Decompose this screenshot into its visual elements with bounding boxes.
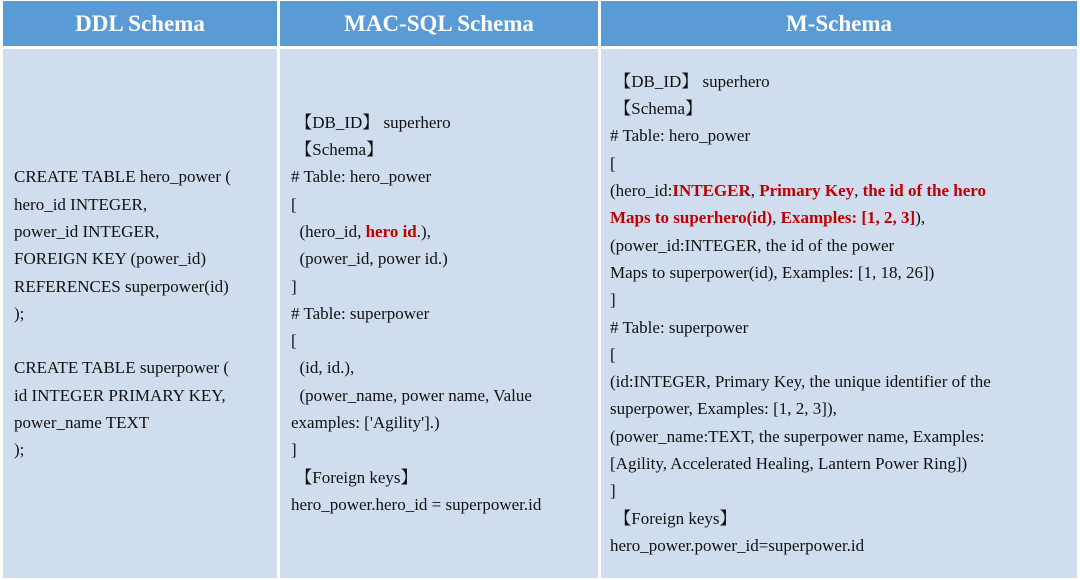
code-line xyxy=(610,368,1077,395)
code-line xyxy=(14,382,277,409)
code-line xyxy=(14,191,277,218)
code-line xyxy=(291,327,598,354)
code-line xyxy=(610,395,1077,422)
code-line xyxy=(610,150,1077,177)
code-text: [ xyxy=(610,153,616,173)
code-line xyxy=(610,232,1077,259)
code-text: (power_name:TEXT, the superpower name, Examples: xyxy=(610,426,985,446)
code-line xyxy=(610,95,1077,122)
code-line xyxy=(610,204,1077,231)
code-text: (power_id, power id.) xyxy=(291,249,448,269)
code-text: [Agility, Accelerated Healing, Lantern Power Ring]) xyxy=(610,453,968,473)
code-line xyxy=(291,245,598,272)
code-line xyxy=(291,273,598,300)
code-text: ] xyxy=(610,290,616,310)
highlighted-text: the id of the hero xyxy=(862,181,987,201)
code-line xyxy=(291,354,598,381)
code-line xyxy=(291,191,598,218)
schema-comparison-table xyxy=(3,1,1077,578)
code-line xyxy=(14,163,277,190)
code-line xyxy=(610,259,1077,286)
code-text: (power_name, power name, Value xyxy=(291,385,532,405)
code-text: , xyxy=(854,181,863,201)
code-text: (id, id.), xyxy=(291,358,355,378)
header-m-schema: M-Schema xyxy=(601,1,1077,46)
code-line xyxy=(291,382,598,409)
code-text: ] xyxy=(291,276,297,296)
highlighted-text: Examples: [1, 2, 3] xyxy=(780,208,916,228)
code-line xyxy=(291,300,598,327)
ddl-schema-cell xyxy=(3,49,277,578)
code-text: CREATE TABLE superpower ( xyxy=(14,358,230,378)
code-line xyxy=(610,450,1077,477)
code-text: 【Schema】 xyxy=(291,140,384,160)
code-text: .), xyxy=(416,221,431,241)
code-line xyxy=(14,436,277,463)
code-line xyxy=(610,286,1077,313)
code-text: (power_id:INTEGER, the id of the power xyxy=(610,235,895,255)
code-line xyxy=(610,314,1077,341)
code-line xyxy=(610,532,1077,559)
code-line xyxy=(14,327,277,354)
code-text: (id:INTEGER, Primary Key, the unique identifier of the xyxy=(610,372,991,392)
code-line xyxy=(610,122,1077,149)
code-text: ), xyxy=(915,208,926,228)
header-mac-sql-schema: MAC-SQL Schema xyxy=(280,1,598,46)
code-line xyxy=(14,300,277,327)
mac-sql-schema-cell xyxy=(280,49,598,578)
code-line xyxy=(291,491,598,518)
code-text: id INTEGER PRIMARY KEY, xyxy=(14,385,226,405)
code-text: # Table: hero_power xyxy=(610,126,751,146)
highlighted-text: hero id xyxy=(365,221,417,241)
code-text: FOREIGN KEY (power_id) xyxy=(14,249,207,269)
code-text: # Table: hero_power xyxy=(291,167,432,187)
code-text: , xyxy=(750,181,760,201)
code-text: (hero_id, xyxy=(291,221,366,241)
code-text: power_name TEXT xyxy=(14,413,150,433)
code-text: hero_power.hero_id = superpower.id xyxy=(291,494,542,514)
code-line xyxy=(291,109,598,136)
code-text: ); xyxy=(14,440,25,460)
code-text: ] xyxy=(291,440,297,460)
code-line xyxy=(14,409,277,436)
code-line xyxy=(291,464,598,491)
code-text: [ xyxy=(291,331,297,351)
code-text: examples: ['Agility'].) xyxy=(291,413,440,433)
code-line xyxy=(291,218,598,245)
code-text: ] xyxy=(610,481,616,501)
highlighted-text: Maps to superhero(id) xyxy=(610,208,773,228)
code-line xyxy=(291,136,598,163)
code-text: hero_power.power_id=superpower.id xyxy=(610,535,865,555)
code-text: 【Foreign keys】 xyxy=(610,508,737,528)
code-line xyxy=(610,505,1077,532)
code-text: Maps to superpower(id), Examples: [1, 18, 26]) xyxy=(610,262,935,282)
code-line xyxy=(610,423,1077,450)
code-line xyxy=(610,341,1077,368)
code-text: 【Schema】 xyxy=(610,99,703,119)
code-text: 【DB_ID】 superhero xyxy=(291,112,451,132)
code-text: REFERENCES superpower(id) xyxy=(14,276,229,296)
highlighted-text: Primary Key xyxy=(759,181,855,201)
code-text: ); xyxy=(14,303,25,323)
code-text: 【DB_ID】 superhero xyxy=(610,71,770,91)
code-text: # Table: superpower xyxy=(610,317,749,337)
header-ddl-schema: DDL Schema xyxy=(3,1,277,46)
code-text: CREATE TABLE hero_power ( xyxy=(14,167,231,187)
code-line xyxy=(291,163,598,190)
code-text: hero_id INTEGER, xyxy=(14,194,148,214)
code-text: [ xyxy=(610,344,616,364)
code-text: power_id INTEGER, xyxy=(14,221,160,241)
code-text: (hero_id: xyxy=(610,181,673,201)
code-line xyxy=(14,354,277,381)
code-line xyxy=(291,436,598,463)
code-text: superpower, Examples: [1, 2, 3]), xyxy=(610,399,837,419)
code-line xyxy=(610,68,1077,95)
code-line xyxy=(610,477,1077,504)
code-line xyxy=(291,409,598,436)
code-text: , xyxy=(772,208,781,228)
code-line xyxy=(14,245,277,272)
code-line xyxy=(14,218,277,245)
m-schema-cell xyxy=(601,49,1077,578)
code-text: [ xyxy=(291,194,297,214)
code-text: # Table: superpower xyxy=(291,303,430,323)
code-line xyxy=(14,273,277,300)
code-text: 【Foreign keys】 xyxy=(291,467,418,487)
highlighted-text: INTEGER xyxy=(672,181,751,201)
code-line xyxy=(610,177,1077,204)
